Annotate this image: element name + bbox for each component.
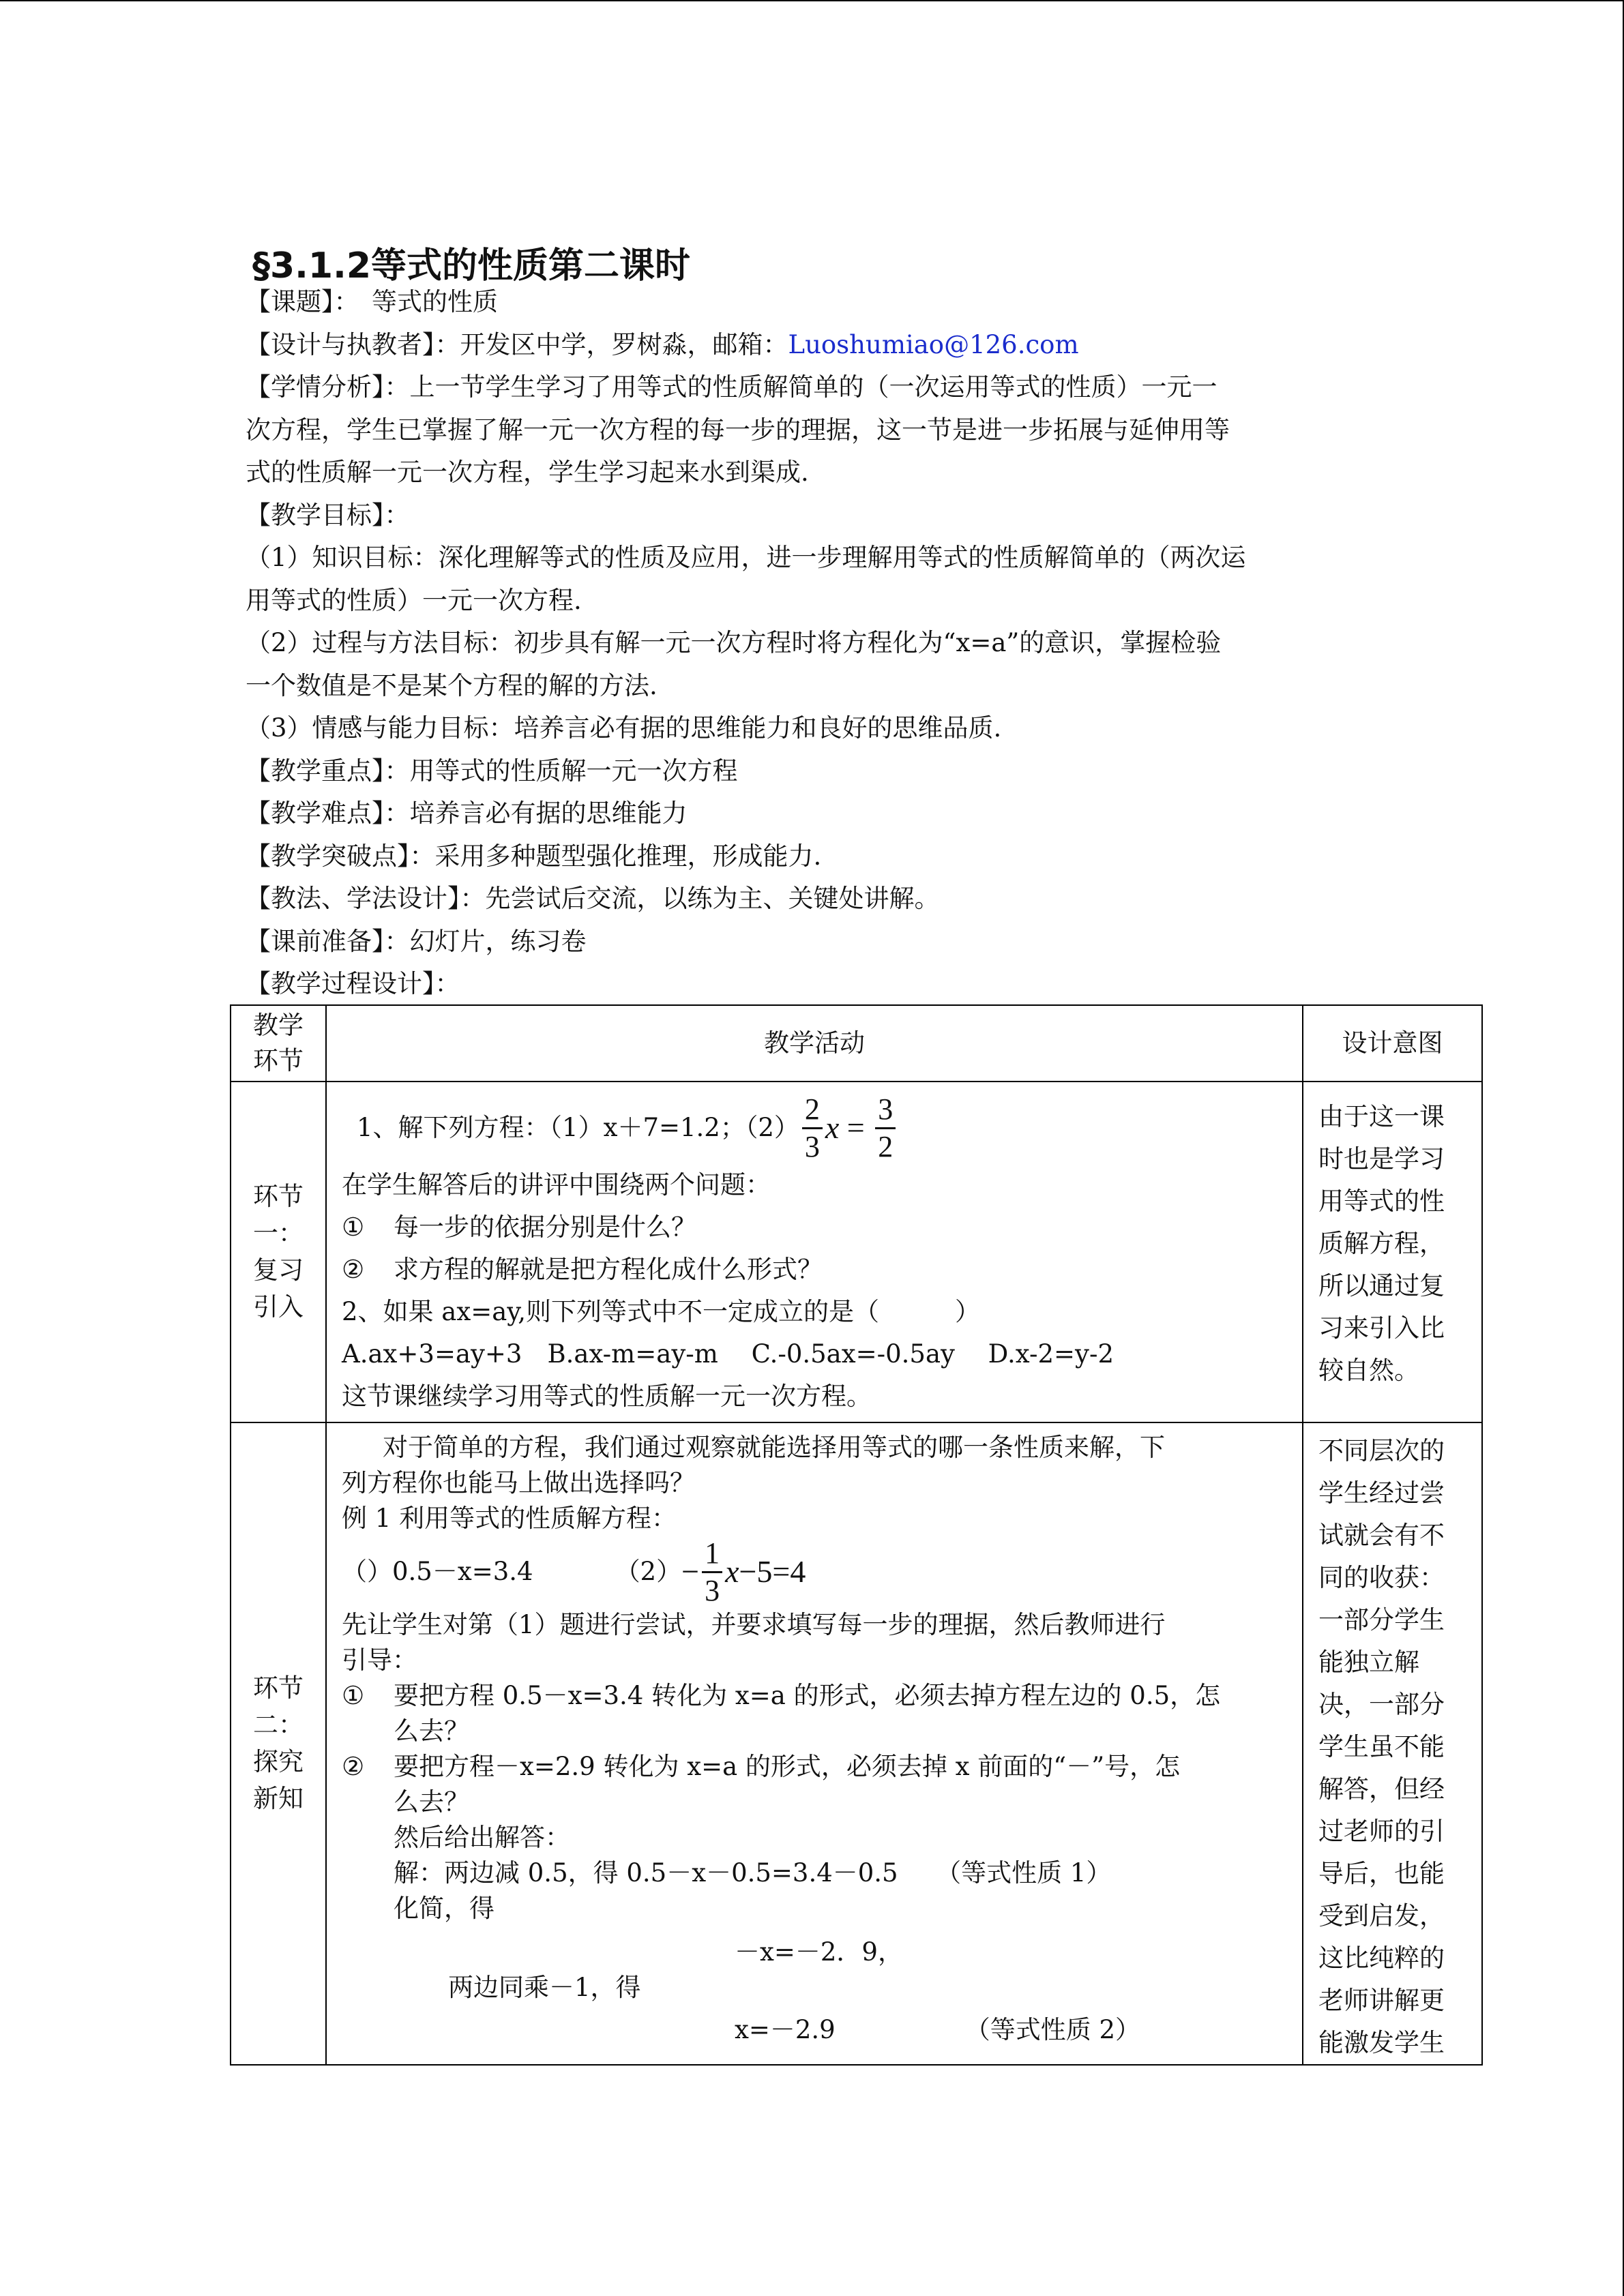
goal-2-line-2: 一个数值是不是某个方程的解的方法. xyxy=(246,670,658,700)
goal-1-line-1: （1）知识目标：深化理解等式的性质及应用，进一步理解用等式的性质解简单的（两次运 xyxy=(246,543,1246,572)
topic-value: 等式的性质 xyxy=(372,287,498,316)
teaching-process-table xyxy=(230,1004,1483,2066)
step-text xyxy=(394,1678,1287,1749)
equation-2-tail: −5=4 xyxy=(739,1554,806,1589)
analysis-line-2: 次方程，学生已掌握了解一元一次方程的每一步的理据，这一节是进一步拓展与延伸用等 xyxy=(246,415,1230,445)
intent-1-line: 用等式的性 xyxy=(1318,1187,1445,1216)
intent-1-line: 所以通过复 xyxy=(1318,1271,1445,1300)
stage-2-line-1: 环节 xyxy=(253,1673,304,1703)
intent-1-line: 时也是学习 xyxy=(1318,1144,1445,1174)
variable-x: x xyxy=(725,1554,739,1589)
header-activity: 教学活动 xyxy=(326,1005,1303,1082)
point-text: 求方程的解就是把方程化成什么形式？ xyxy=(394,1255,823,1284)
table-header-row xyxy=(231,1005,1482,1082)
intent-2-line: 老师讲解更 xyxy=(1318,1986,1445,2015)
intent-2-line: 学生虽不能 xyxy=(1318,1732,1445,1761)
key-point: 【教学重点】：用等式的性质解一元一次方程 xyxy=(246,756,738,786)
goal-1-line-2: 用等式的性质）一元一次方程. xyxy=(246,585,582,615)
intent-2-line: 试就会有不 xyxy=(1318,1521,1445,1550)
solution-line-1: 解：两边减 0.5，得 0.5－x－0.5=3.4－0.5 （等式性质 1） xyxy=(394,1858,1112,1888)
intent-2-line: 能激发学生 xyxy=(1318,2028,1445,2057)
intent-2-line: 这比纯粹的 xyxy=(1318,1943,1445,1973)
process-label: 【教学过程设计】： xyxy=(246,969,460,998)
step-2-line-1: 要把方程－x=2.9 转化为 x=a 的形式，必须去掉 x 前面的“－”号，怎 xyxy=(394,1752,1181,1781)
discussion-point-2 xyxy=(342,1249,1287,1291)
intro-line-1: 对于简单的方程，我们通过观察就能选择用等式的哪一条性质来解，下 xyxy=(383,1433,1165,1462)
intent-2-line: 学生经过尝 xyxy=(1318,1478,1445,1508)
method: 【教法、学法设计】：先尝试后交流，以练为主、关键处讲解。 xyxy=(246,884,940,913)
question-2: 2、如果 ax=ay,则下列等式中不一定成立的是（ ） xyxy=(342,1297,981,1326)
attempt-line-2: 引导： xyxy=(342,1645,417,1675)
step-text xyxy=(394,1749,1287,1820)
intent-1-line: 质解方程， xyxy=(1318,1229,1445,1258)
page-title: §3.1.2等式的性质第二课时 xyxy=(252,245,691,286)
intent-2-line: 导后，也能 xyxy=(1318,1859,1445,1888)
stage-cell-1 xyxy=(231,1082,326,1422)
difficulty: 【教学难点】：培养言必有据的思维能力 xyxy=(246,799,688,828)
intent-2-line: 能独立解 xyxy=(1318,1648,1419,1677)
fraction-one-third xyxy=(702,1538,722,1606)
fraction-numerator: 1 xyxy=(702,1538,722,1573)
intent-2-line: 不同层次的 xyxy=(1318,1436,1445,1465)
step-marker: ② xyxy=(342,1752,365,1781)
fraction-denominator: 3 xyxy=(804,1129,820,1163)
table-row xyxy=(231,1422,1482,2065)
stage-2-line-3: 探究 xyxy=(253,1747,304,1776)
designer-email-link[interactable]: Luoshumiao@126.com xyxy=(788,329,1079,359)
step-2-line-2: 么去？ xyxy=(394,1787,469,1817)
analysis-label: 【学情分析】： xyxy=(246,372,410,402)
minus-sign: − xyxy=(681,1554,700,1589)
equation-1: （）0.5－x=3.4 xyxy=(342,1557,533,1586)
guide-step-1 xyxy=(342,1678,1287,1749)
equation-2-rest xyxy=(725,1554,806,1590)
breakthrough: 【教学突破点】：采用多种题型强化推理，形成能力. xyxy=(246,841,822,871)
closing-text: 这节课继续学习用等式的性质解一元一次方程。 xyxy=(342,1382,872,1411)
header-stage-line-1: 教学 xyxy=(253,1011,304,1040)
question-2-options: A.ax+3=ay+3 B.ax-m=ay-m C.-0.5ax=-0.5ay D.x-2=y-2 xyxy=(342,1339,1114,1369)
example-title: 例 1 利用等式的性质解方程： xyxy=(342,1504,677,1533)
header-stage-line-2: 环节 xyxy=(253,1046,304,1075)
equals-sign: = xyxy=(846,1110,865,1145)
intent-2-line: 过老师的引 xyxy=(1318,1817,1445,1846)
designer-label: 【设计与执教者】： xyxy=(246,329,460,359)
stage-2-line-4: 新知 xyxy=(253,1784,304,1813)
stage-1-line-4: 引入 xyxy=(253,1292,304,1322)
fraction-two-thirds xyxy=(802,1094,823,1162)
simplify-text: 化简，得 xyxy=(394,1894,494,1923)
fraction-denominator: 2 xyxy=(878,1129,894,1163)
intent-2-line: 解答，但经 xyxy=(1318,1774,1445,1804)
stage-1-line-3: 复习 xyxy=(253,1255,304,1285)
point-marker: ② xyxy=(342,1255,365,1284)
goals-label: 【教学目标】： xyxy=(246,500,410,530)
header-stage xyxy=(231,1005,326,1082)
result-2: x=－2.9 xyxy=(735,2015,836,2044)
intent-1-line: 由于这一课 xyxy=(1318,1102,1445,1131)
intent-cell-1 xyxy=(1303,1082,1482,1422)
intent-2-line: 受到启发， xyxy=(1318,1901,1445,1930)
stage-2-line-2: 二： xyxy=(253,1710,304,1740)
prep: 【课前准备】：幻灯片，练习卷 xyxy=(246,926,587,956)
topic-line xyxy=(246,281,1391,324)
topic-label: 【课题】： xyxy=(246,287,346,316)
designer-value: 开发区中学，罗树淼，邮箱： xyxy=(460,329,788,359)
step-marker: ① xyxy=(342,1681,365,1710)
fraction-numerator: 3 xyxy=(875,1094,896,1129)
fraction-three-halves xyxy=(875,1094,896,1162)
equation-variable xyxy=(825,1107,872,1149)
analysis-text-1: 上一节学生学习了用等式的性质解简单的（一次运用等式的性质）一元一 xyxy=(409,372,1217,402)
result-2-note: （等式性质 2） xyxy=(964,2015,1141,2044)
equation-2-label: （2） xyxy=(615,1557,682,1586)
multiply-text: 两边同乘－1，得 xyxy=(448,1973,641,2002)
fraction-denominator: 3 xyxy=(705,1573,720,1607)
point-marker: ① xyxy=(342,1212,365,1242)
stage-1-line-1: 环节 xyxy=(253,1182,304,1211)
discussion-point-1 xyxy=(342,1206,1287,1249)
question-1-text: 1、解下列方程：（1）x＋7=1.2；（2） xyxy=(357,1113,799,1142)
guide-step-2 xyxy=(342,1749,1287,1820)
result-1: －x=－2．9， xyxy=(735,1937,903,1967)
step-1-line-1: 要把方程 0.5－x=3.4 转化为 x=a 的形式，必须去掉方程左边的 0.5，怎 xyxy=(394,1681,1221,1710)
discussion-intro: 在学生解答后的讲评中围绕两个问题： xyxy=(342,1170,771,1199)
designer-line xyxy=(246,324,1391,367)
solution-intro: 然后给出解答： xyxy=(394,1823,570,1852)
fraction-numerator: 2 xyxy=(802,1094,823,1129)
goal-2-line-1: （2）过程与方法目标：初步具有解一元一次方程时将方程化为“x=a”的意识，掌握检验 xyxy=(246,628,1222,657)
lesson-info xyxy=(246,281,1391,1006)
intent-2-line: 一部分学生 xyxy=(1318,1605,1445,1635)
header-intent: 设计意图 xyxy=(1303,1005,1482,1082)
intent-2-line: 同的收获： xyxy=(1318,1563,1445,1592)
goal-3: （3）情感与能力目标：培养言必有据的思维能力和良好的思维品质. xyxy=(246,713,1002,743)
example-equations xyxy=(342,1536,1287,1607)
intent-1-line: 习来引入比 xyxy=(1318,1313,1445,1343)
intent-2-line: 决，一部分 xyxy=(1318,1690,1445,1719)
question-1 xyxy=(342,1092,1287,1164)
analysis-line-3: 式的性质解一元一次方程，学生学习起来水到渠成. xyxy=(246,458,809,487)
stage-cell-2 xyxy=(231,1422,326,2065)
intro-line-2: 列方程你也能马上做出选择吗？ xyxy=(342,1468,695,1497)
result-2-line xyxy=(342,2006,1287,2048)
analysis-line-1 xyxy=(246,366,1391,409)
intent-cell-2 xyxy=(1303,1422,1482,2065)
point-text: 每一步的依据分别是什么？ xyxy=(394,1212,696,1242)
variable-x: x xyxy=(825,1110,840,1145)
stage-1-line-2: 一： xyxy=(253,1219,304,1248)
attempt-line-1: 先让学生对第（1）题进行尝试，并要求填写每一步的理据，然后教师进行 xyxy=(342,1610,1166,1639)
activity-cell-2 xyxy=(326,1422,1303,2065)
activity-cell-1 xyxy=(326,1082,1303,1422)
intent-1-line: 较自然。 xyxy=(1318,1356,1419,1385)
table-row xyxy=(231,1082,1482,1422)
step-1-line-2: 么去？ xyxy=(394,1716,469,1746)
